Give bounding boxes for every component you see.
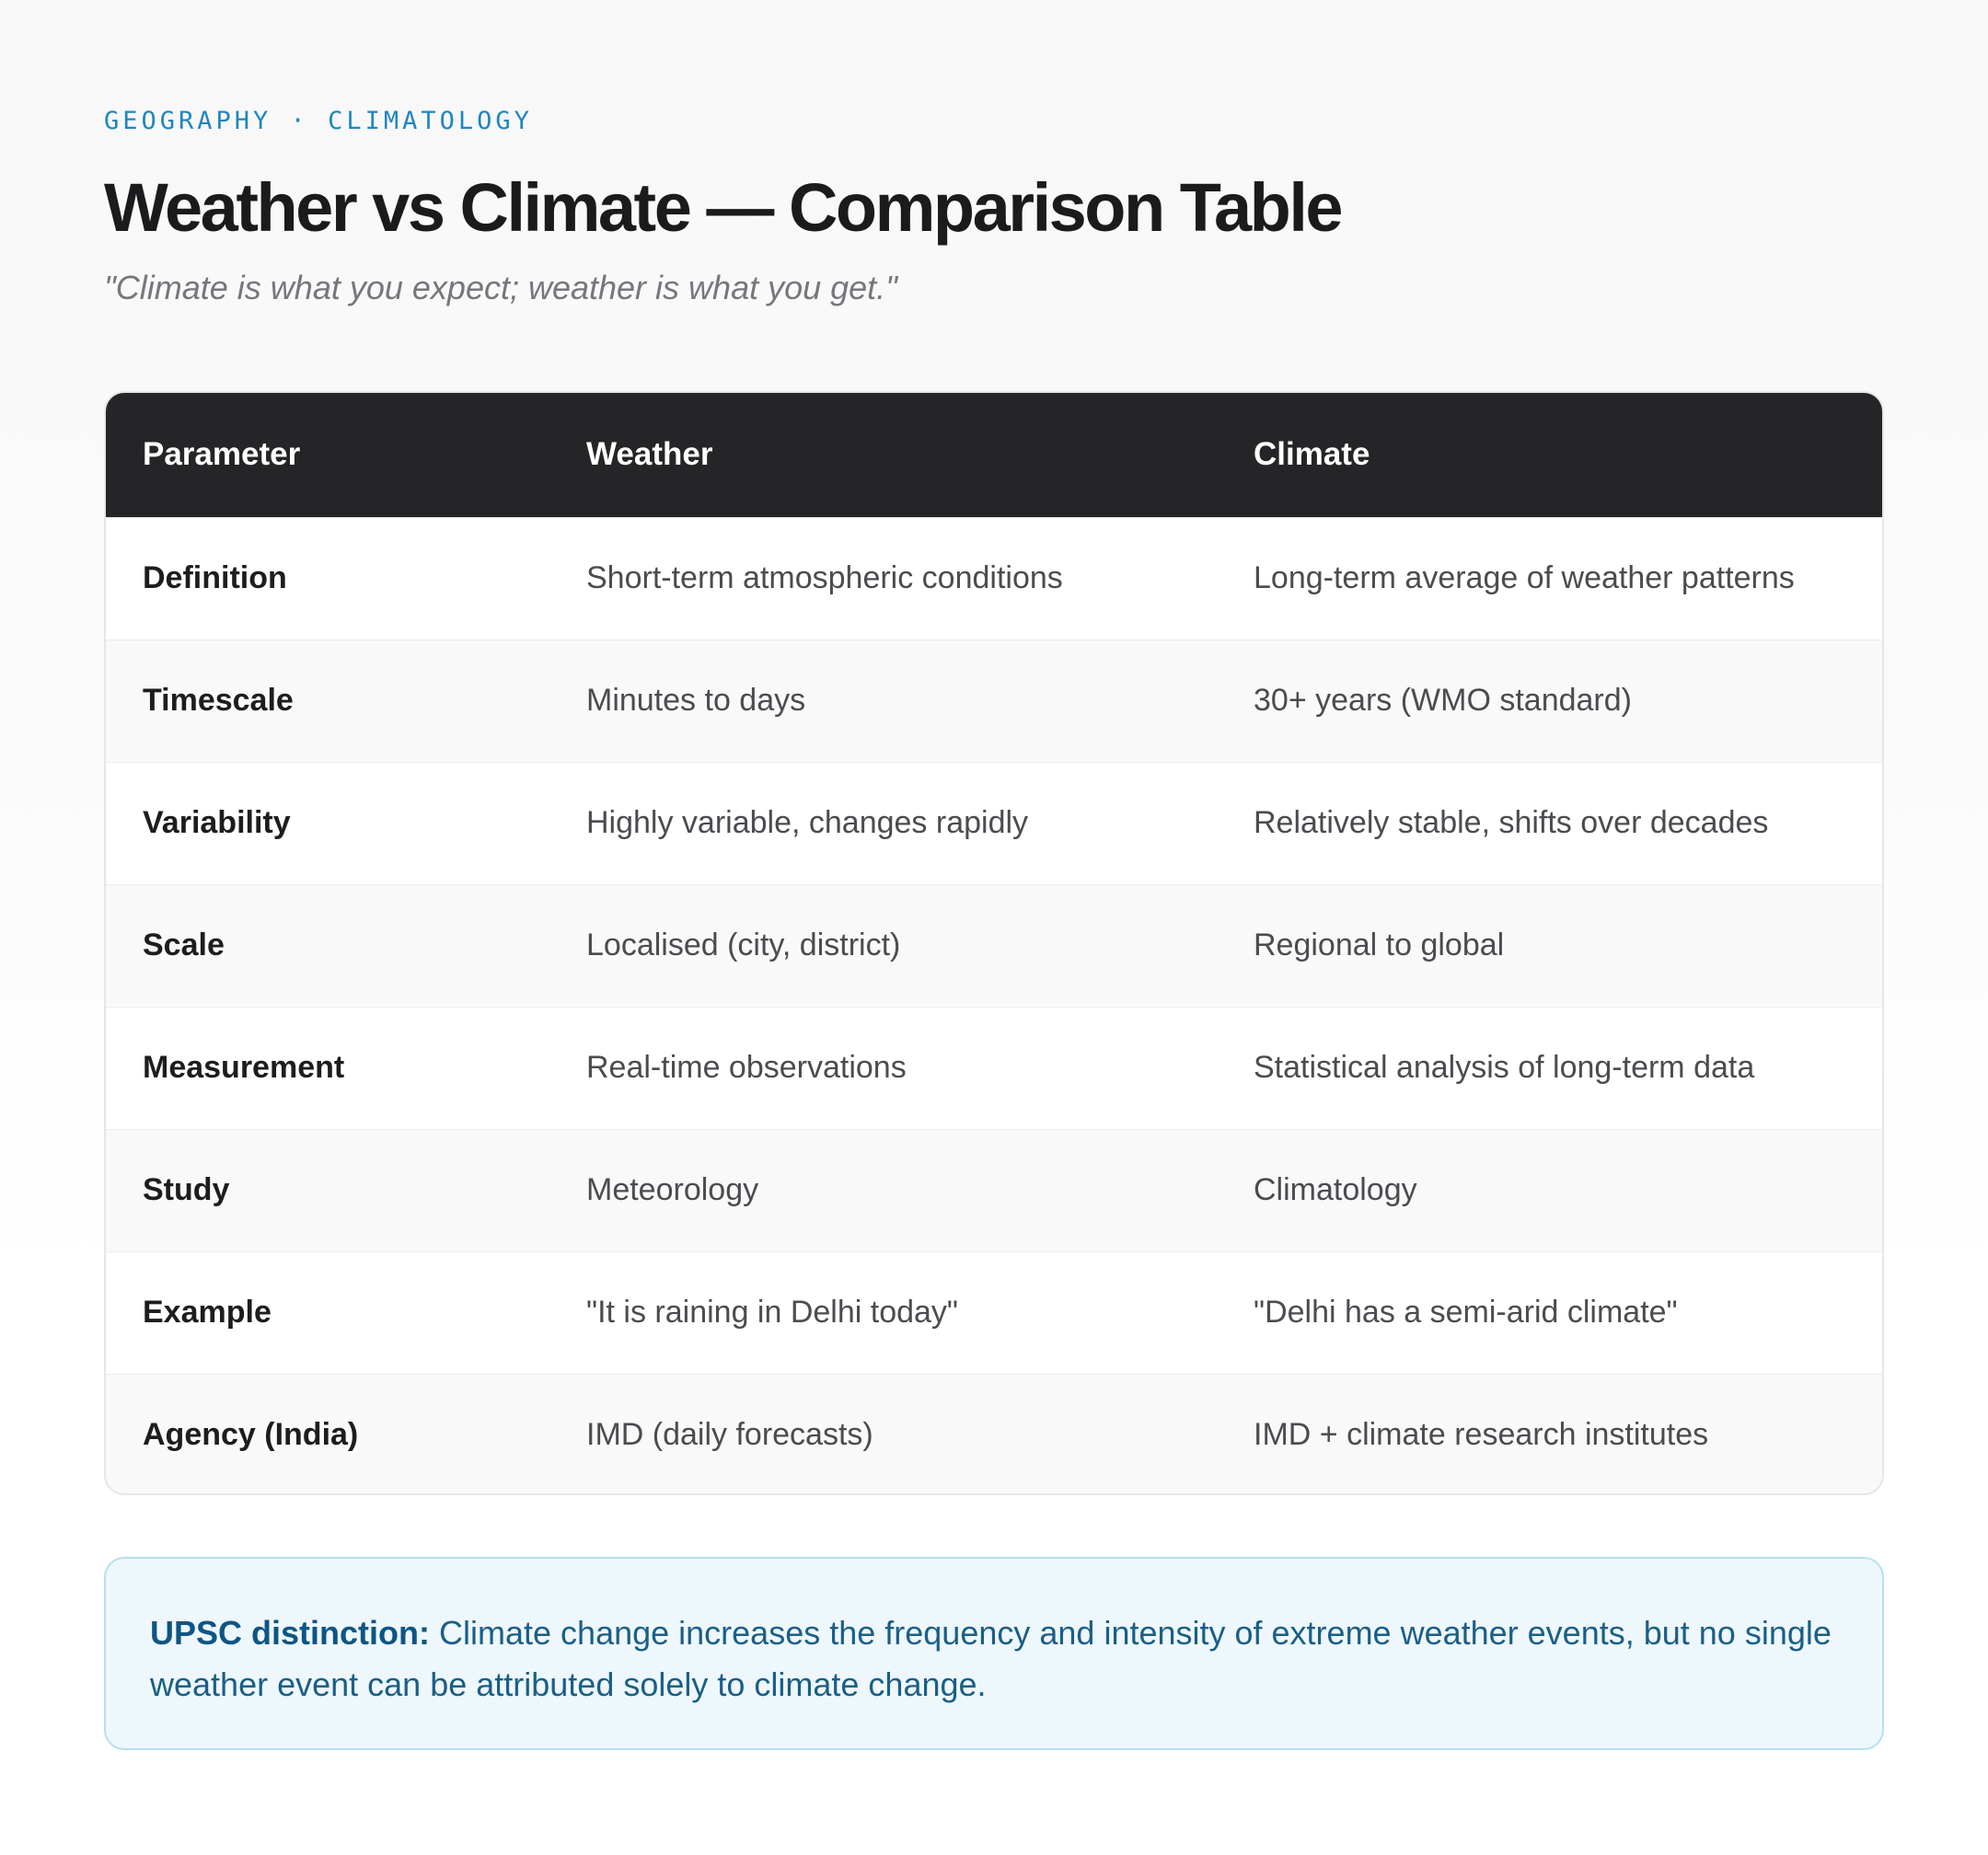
climate-cell: Statistical analysis of long-term data (1254, 1050, 1755, 1085)
parameter-cell: Example (143, 1295, 272, 1330)
upsc-note-callout (104, 1557, 1884, 1750)
weather-cell: Short-term atmospheric conditions (586, 560, 1063, 595)
weather-cell: Minutes to days (586, 683, 806, 718)
column-header-climate: Climate (1254, 436, 1370, 473)
category-eyebrow: GEOGRAPHY · CLIMATOLOGY (104, 107, 533, 135)
climate-cell: IMD + climate research institutes (1254, 1417, 1709, 1453)
table-row (106, 639, 1884, 762)
comparison-table (106, 393, 1884, 1495)
note-text: Climate change increases the frequency and intensity of extreme weather events, but no single weather event can be attributed solely to climate change. (150, 1614, 1832, 1703)
table-row (106, 517, 1884, 639)
table-row (106, 1374, 1884, 1495)
table-row (106, 1251, 1884, 1374)
weather-cell: Meteorology (586, 1172, 759, 1207)
weather-cell: Real-time observations (586, 1050, 907, 1085)
climate-cell: 30+ years (WMO standard) (1254, 683, 1632, 718)
parameter-cell: Timescale (143, 683, 294, 718)
column-header-weather: Weather (586, 436, 713, 473)
table-row (106, 762, 1884, 884)
weather-cell: Highly variable, changes rapidly (586, 805, 1029, 840)
climate-cell: Relatively stable, shifts over decades (1254, 805, 1769, 840)
table-row (106, 884, 1884, 1007)
note-label: UPSC distinction: (150, 1614, 430, 1652)
table-row (106, 1007, 1884, 1129)
weather-cell: Localised (city, district) (586, 928, 901, 962)
table-header-row (106, 393, 1884, 517)
climate-cell: Climatology (1254, 1172, 1417, 1207)
parameter-cell: Definition (143, 560, 287, 595)
parameter-cell: Measurement (143, 1050, 345, 1085)
page-subtitle-quote: "Climate is what you expect; weather is what you get." (104, 269, 897, 306)
parameter-cell: Scale (143, 928, 225, 962)
climate-cell: "Delhi has a semi-arid climate" (1254, 1295, 1678, 1330)
comparison-table-card (104, 391, 1884, 1495)
parameter-cell: Agency (India) (143, 1417, 359, 1453)
column-header-parameter: Parameter (143, 436, 301, 473)
parameter-cell: Study (143, 1172, 230, 1207)
climate-cell: Regional to global (1254, 928, 1505, 962)
parameter-cell: Variability (143, 805, 291, 840)
weather-cell: "It is raining in Delhi today" (586, 1295, 958, 1330)
climate-cell: Long-term average of weather patterns (1254, 560, 1795, 595)
table-row (106, 1129, 1884, 1251)
page-title: Weather vs Climate — Comparison Table (104, 169, 1342, 246)
weather-cell: IMD (daily forecasts) (586, 1417, 873, 1453)
